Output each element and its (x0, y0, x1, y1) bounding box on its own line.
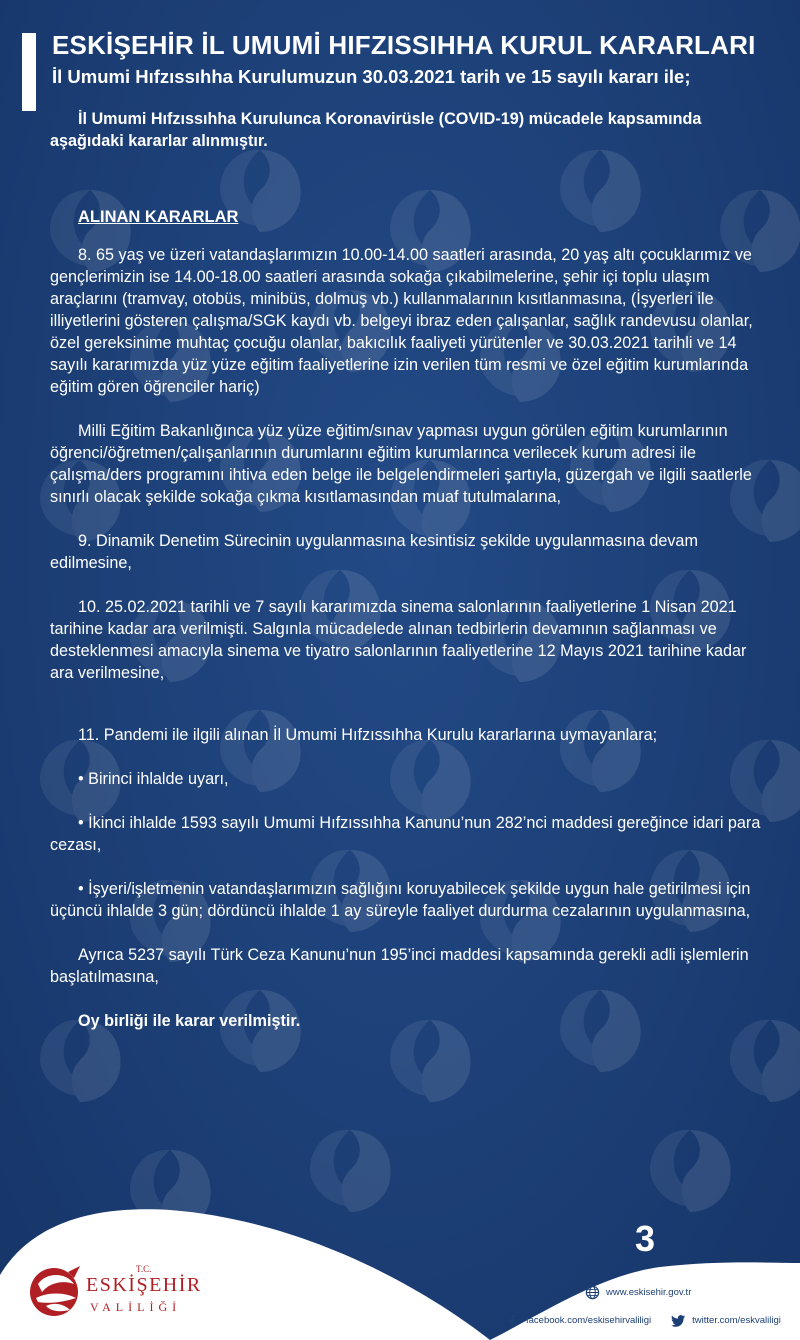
intro-text: İl Umumi Hıfzıssıhha Kurulunca Koronavirüsle (COVID-19) mücadele kapsamında aşağıdaki kararlar alınmıştır. (50, 110, 702, 150)
twitter-link[interactable]: twitter.com/eskvaliligi (692, 1314, 781, 1326)
logo-tc-text: T.C. (136, 1264, 152, 1274)
decision-paragraph: Ayrıca 5237 sayılı Türk Ceza Kanunu’nun 195’inci maddesi kapsamında gerekli adli işlemlerin başlatılmasına, (50, 946, 749, 986)
logo-city-name: ESKİŞEHİR (86, 1274, 202, 1296)
social-links (505, 1312, 800, 1328)
page-number: 3 (635, 1218, 656, 1259)
decision-paragraph: 9. Dinamik Denetim Sürecinin uygulanmasına kesintisiz şekilde uygulanmasına devam edilmesine, (50, 532, 698, 572)
page-title: ESKİŞEHİR İL UMUMİ HIFZISSIHHA KURUL KARARLARI (52, 30, 756, 60)
logo-valilik-text: VALİLİĞİ (90, 1300, 182, 1314)
facebook-icon (505, 1313, 520, 1328)
valilik-logo-icon (28, 1262, 84, 1322)
decision-paragraph: Milli Eğitim Bakanlığınca yüz yüze eğitim/sınav yapması uygun görülen eğitim kurumlarının öğrenci/öğretmen/çalışanlarının durumlarını eğitim kurumlarınca verilecek kurum adresi ile çalışma/ders programını ihtiva eden belge ile belgelendirmeleri şartıyla, güzergah ve ilgili saatlerle sınırlı olacak şekilde sokağa çıkma kısıtlamasından muaf tutulmalarına, (50, 422, 752, 506)
facebook-link-item[interactable] (505, 1313, 651, 1328)
decision-paragraph: 8. 65 yaş ve üzeri vatandaşlarımızın 10.00-14.00 saatleri arasında, 20 yaş altı çocuklarımız ve gençlerimizin ise 14.00-18.00 saatleri arasında sokağa çıkabilmelerine, şehir içi toplu ulaşım araçlarını (tramvay, otobüs, minibüs, dolmuş vb.) kullanmalarının kısıtlanmasına, (İşyerleri ile illiyetlerini gösteren çalışma/SGK kaydı vb. belgeyi ibraz eden çalışanlar, sağlık randevusu olanlar, özel gereksinime muhtaç çocuğu olanlar, bakıcılık faaliyeti yürütenler ve 30.03.2021 tarihli ve 14 sayılı kararımızda yüz yüze eğitim faaliyetlerine izin verilen tüm resmi ve özel eğitim kurumlarında eğitim gören öğrenciler hariç) (50, 246, 753, 396)
penalty-item: • İşyeri/işletmenin vatandaşlarımızın sağlığını koruyabilecek şekilde uygun hale getirilmesi için üçüncü ihlalde 3 gün; dördüncü ihlalde 1 ay süreyle faaliyet durdurma cezalarının uygulanmasına, (50, 880, 751, 920)
decision-paragraph: 10. 25.02.2021 tarihli ve 7 sayılı kararımızda sinema salonlarının faaliyetlerine 1 Nisan 2021 tarihine kadar ara verilmişti. Salgınla mücadelede alınan tedbirlerin devamının sağlanması ve desteklenmesi amacıyla sinema ve tiyatro salonlarının faaliyetlerine 12 Mayıs 2021 tarihine kadar ara verilmesine, (50, 598, 747, 682)
twitter-icon (671, 1313, 686, 1328)
website-link[interactable]: www.eskisehir.gov.tr (606, 1286, 692, 1298)
header (22, 30, 782, 90)
header-accent-bar (22, 33, 36, 111)
document-body (50, 108, 770, 1054)
website-row (585, 1284, 691, 1300)
twitter-link-item[interactable] (671, 1313, 781, 1328)
penalty-item: • Birinci ihlalde uyarı, (78, 770, 229, 788)
penalty-item: • İkinci ihlalde 1593 sayılı Umumi Hıfzıssıhha Kanunu’nun 282’nci maddesi gereğince idari para cezası, (50, 814, 761, 854)
valilik-logo (28, 1262, 238, 1322)
section-heading: ALINAN KARARLAR (78, 208, 239, 226)
closing-statement: Oy birliği ile karar verilmiştir. (78, 1012, 301, 1030)
facebook-link[interactable]: facebook.com/eskisehirvaliligi (526, 1314, 652, 1326)
page-subtitle: İl Umumi Hıfzıssıhha Kurulumuzun 30.03.2021 tarih ve 15 sayılı kararı ile; (52, 66, 691, 87)
decision-paragraph: 11. Pandemi ile ilgili alınan İl Umumi Hıfzıssıhha Kurulu kararlarına uymayanlara; (78, 726, 658, 744)
globe-icon (585, 1285, 600, 1300)
